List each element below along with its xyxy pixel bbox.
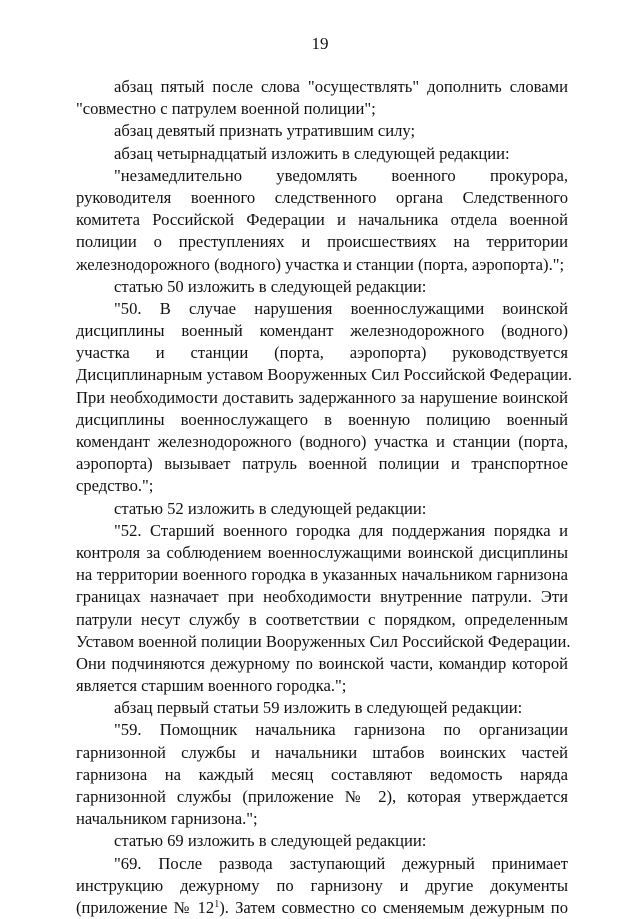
text-line: абзац первый статьи 59 изложить в следующей редакции:: [114, 698, 523, 718]
text-line: "59. Помощник начальника гарнизона по организации: [114, 720, 568, 740]
text-line: участка и станции (порта, аэропорта) руководствуется: [76, 343, 568, 363]
text-line: "незамедлительно уведомлять военного прокурора,: [114, 165, 568, 185]
document-body: [76, 76, 573, 919]
text-line: Уставом военной полиции Вооруженных Сил Российской Федерации.: [76, 631, 571, 651]
text-line: контроля за соблюдением военнослужащими воинской дисциплины: [76, 542, 568, 562]
text-line: статью 52 изложить в следующей редакции:: [114, 498, 427, 518]
text-line: "52. Старший военного городка для поддержания порядка и: [114, 520, 568, 540]
text-line: При необходимости доставить задержанного за нарушение воинской: [76, 387, 568, 407]
text-line: гарнизонной службы (приложение № 2), которая утверждается: [76, 787, 568, 806]
text-line: железнодорожного (водного) участка и станции (порта, аэропорта).";: [76, 254, 565, 274]
text-line: Они подчиняются дежурному по воинской части, командир которой: [76, 653, 568, 673]
text-line: границах назначает при необходимости внутренние патрули. Эти: [76, 587, 568, 607]
text-line: статью 69 изложить в следующей редакции:: [114, 831, 427, 851]
text-line: [76, 897, 568, 919]
footnote-superscript: 1: [214, 898, 220, 910]
text-line: является старшим военного городка.";: [76, 676, 347, 696]
text-line: абзац девятый признать утратившим силу;: [114, 121, 416, 141]
text-line: инструкцию дежурному по гарнизону и другие документы: [76, 875, 568, 895]
text-line: дисциплины военный комендант железнодорожного (водного): [76, 321, 568, 341]
text-line: Дисциплинарным уставом Вооруженных Сил Российской Федерации.: [76, 365, 573, 385]
text-line: руководителя военного следственного органа Следственного: [76, 187, 568, 207]
text-line: гарнизонной службы и начальники штабов воинских частей: [76, 742, 568, 762]
text-line: "69. После развода заступающий дежурный принимает: [114, 853, 568, 873]
text-line: "совместно с патрулем военной полиции";: [76, 99, 376, 119]
text-line: патрули несут службу в соответствии с порядком, определенным: [76, 609, 568, 629]
line-text-start: (приложение № 12: [76, 897, 215, 917]
text-lines: [76, 76, 573, 897]
text-line: аэропорта) вызывает патруль военной полиции и транспортное: [76, 454, 568, 474]
text-line: комендант железнодорожного (водного) участка и станции (порта,: [76, 432, 568, 451]
text-line: "50. В случае нарушения военнослужащими воинской: [114, 298, 568, 318]
text-line: абзац пятый после слова "осуществлять" дополнить словами: [114, 77, 568, 96]
text-line: статью 50 изложить в следующей редакции:: [114, 276, 427, 296]
text-line: абзац четырнадцатый изложить в следующей редакции:: [114, 143, 510, 163]
line-text-end: ). Затем совместно со сменяемым дежурным по: [219, 897, 568, 917]
text-line: начальником гарнизона.";: [76, 809, 258, 829]
page-number: 19: [311, 34, 329, 53]
text-line: на территории военного городка в указанных начальником гарнизона: [76, 565, 568, 585]
text-line: дисциплины военнослужащего в военную полицию военный: [76, 409, 568, 429]
text-line: средство.";: [76, 476, 154, 496]
text-line: гарнизона на каждый месяц составляют ведомость наряда: [76, 764, 568, 784]
text-line: полиции о преступлениях и происшествиях на территории: [76, 232, 568, 252]
text-line: комитета Российской Федерации и начальника отдела военной: [76, 210, 568, 230]
